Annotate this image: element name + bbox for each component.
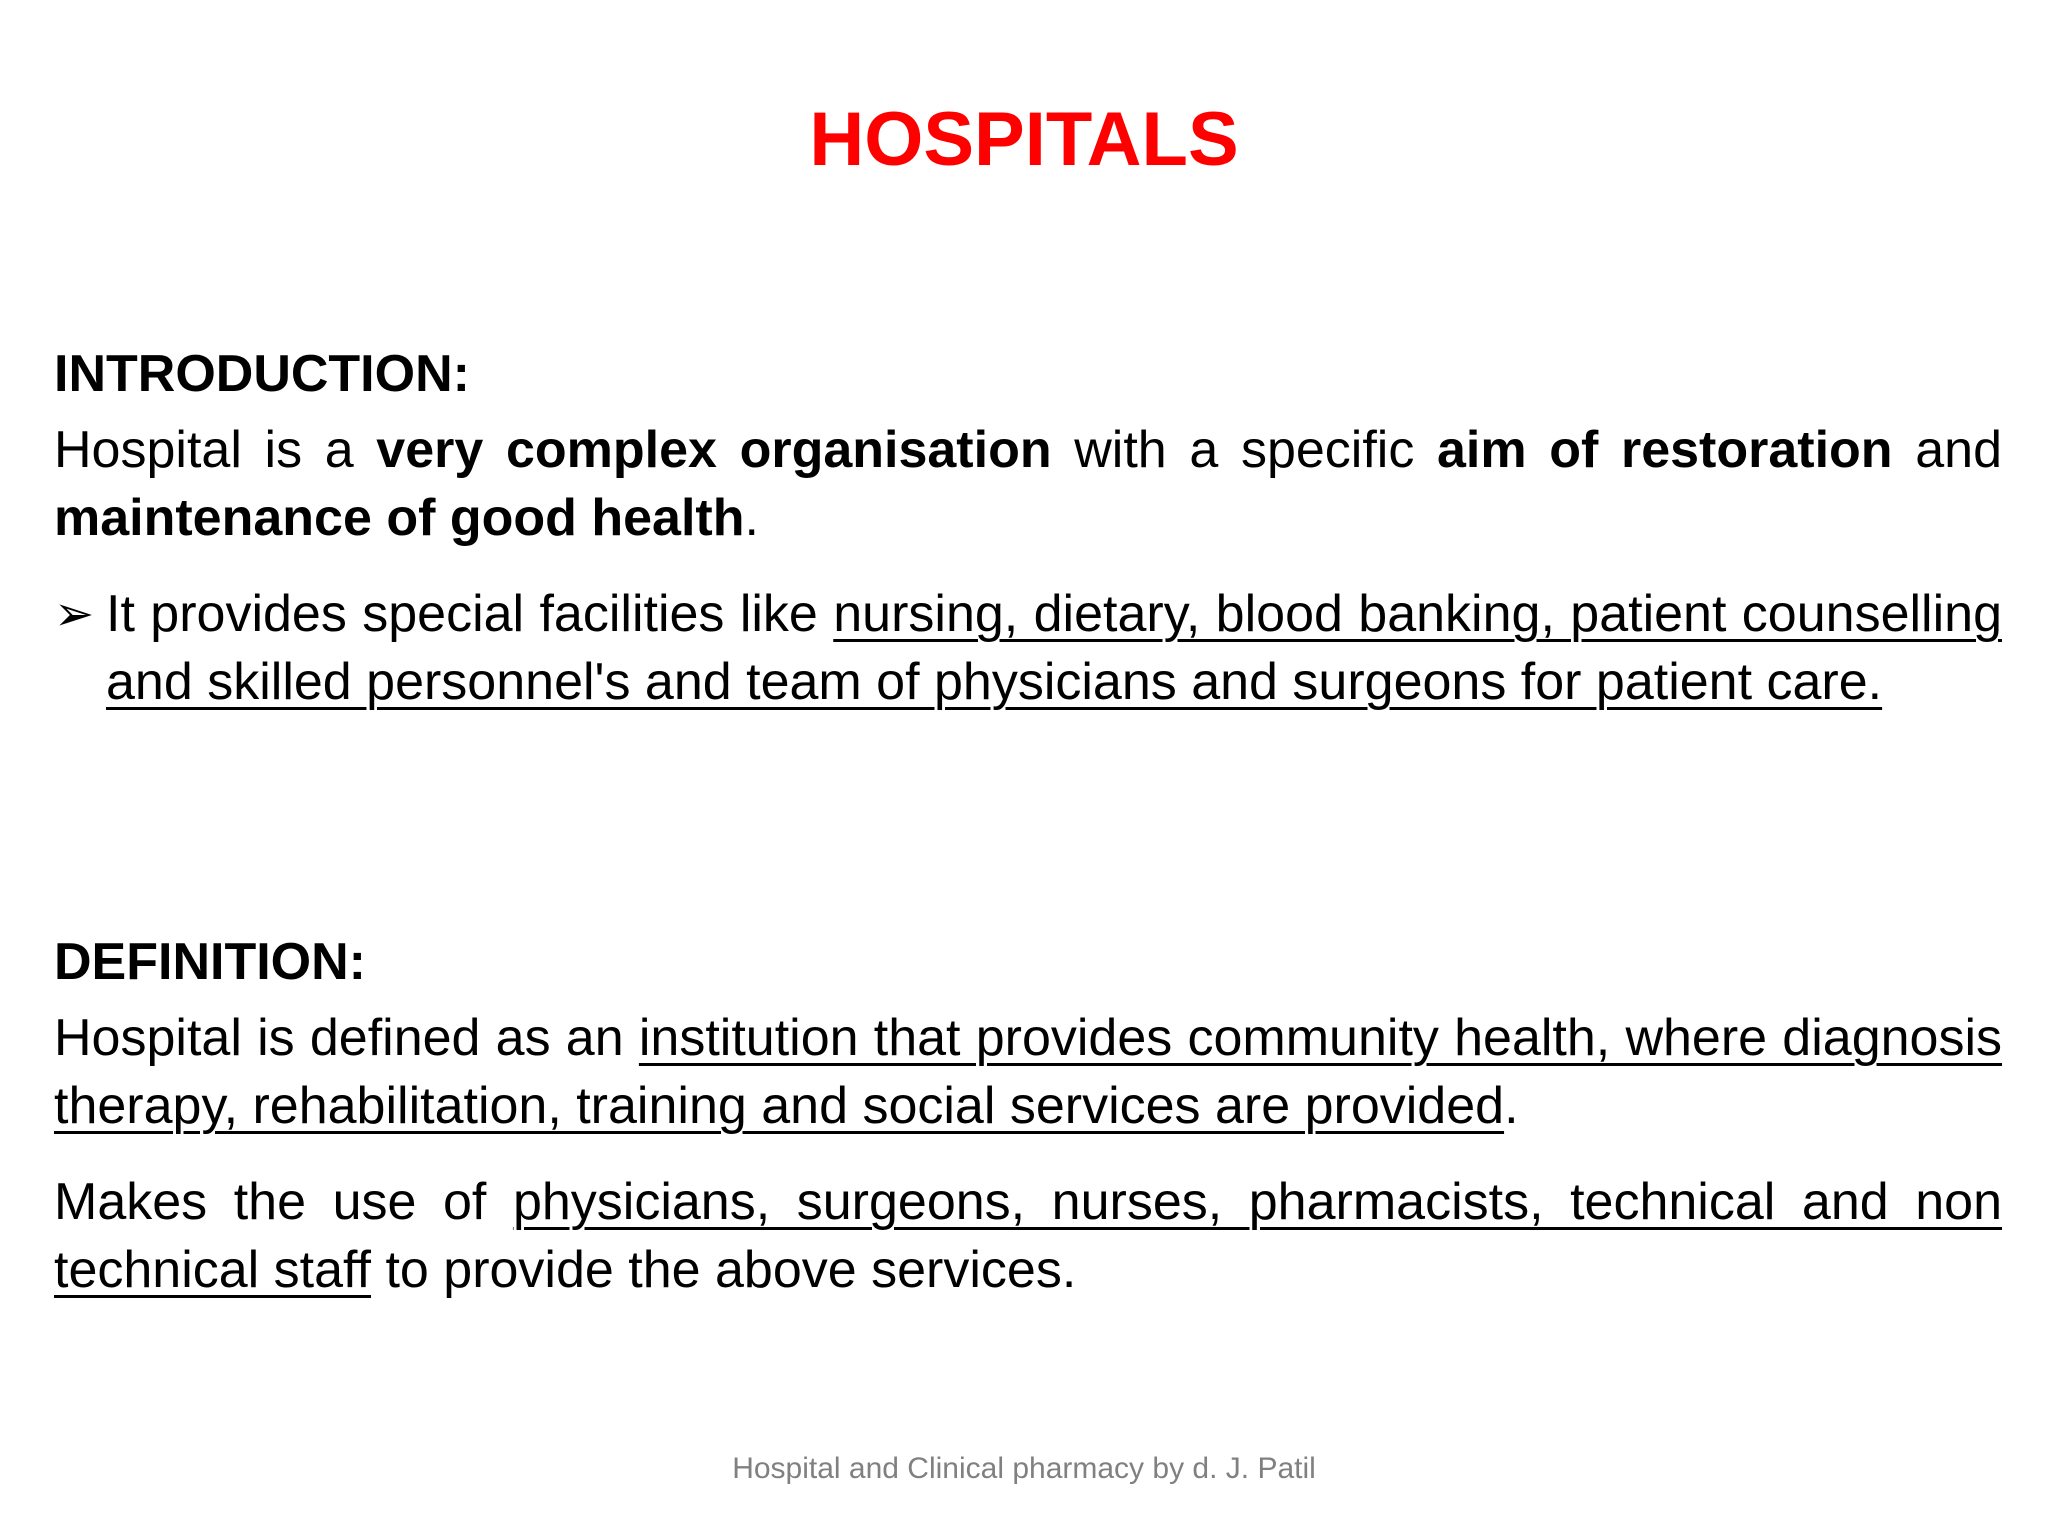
definition-heading: DEFINITION:: [54, 933, 366, 991]
arrow-bullet-icon: ➢: [54, 586, 95, 642]
staff-text-2: to provide the above services.: [371, 1241, 1077, 1299]
intro-text-2: with a specific: [1051, 421, 1437, 479]
staff-text-1: Makes the use of: [54, 1173, 513, 1231]
definition-paragraph: [54, 1004, 2002, 1140]
introduction-heading: INTRODUCTION:: [54, 345, 470, 403]
facilities-list: nursing, dietary, blood banking, patient counselling and skilled personnel's and team of physicians and surgeons for patient care.: [106, 585, 2002, 711]
definition-section: [54, 928, 2002, 1304]
intro-bold-2: aim of restoration: [1436, 421, 1893, 479]
slide-title: HOSPITALS: [809, 97, 1239, 182]
intro-text-3: and: [1892, 421, 2002, 479]
intro-bold-1: very complex organisation: [376, 421, 1052, 479]
definition-text-1: Hospital is defined as an: [54, 1009, 639, 1067]
definition-text-2: .: [1504, 1077, 1519, 1135]
intro-text-4: .: [744, 489, 759, 547]
slide-footer: Hospital and Clinical pharmacy by d. J. Patil: [732, 1452, 1316, 1485]
intro-bold-3: maintenance of good health: [54, 489, 745, 547]
introduction-section: [54, 340, 2002, 716]
staff-paragraph: [54, 1168, 2002, 1304]
introduction-paragraph: [54, 416, 2002, 552]
definition-underlined: institution that provides community health, where diagnosis therapy, rehabilitation, training and social services are provided: [54, 1009, 2003, 1135]
intro-text-1: Hospital is a: [54, 421, 377, 479]
facilities-intro: It provides special facilities like: [106, 585, 834, 643]
staff-underlined: physicians, surgeons, nurses, pharmacists, technical and non technical staff: [54, 1173, 2002, 1299]
facilities-bullet: [54, 580, 2002, 716]
facilities-text: [106, 580, 2002, 716]
